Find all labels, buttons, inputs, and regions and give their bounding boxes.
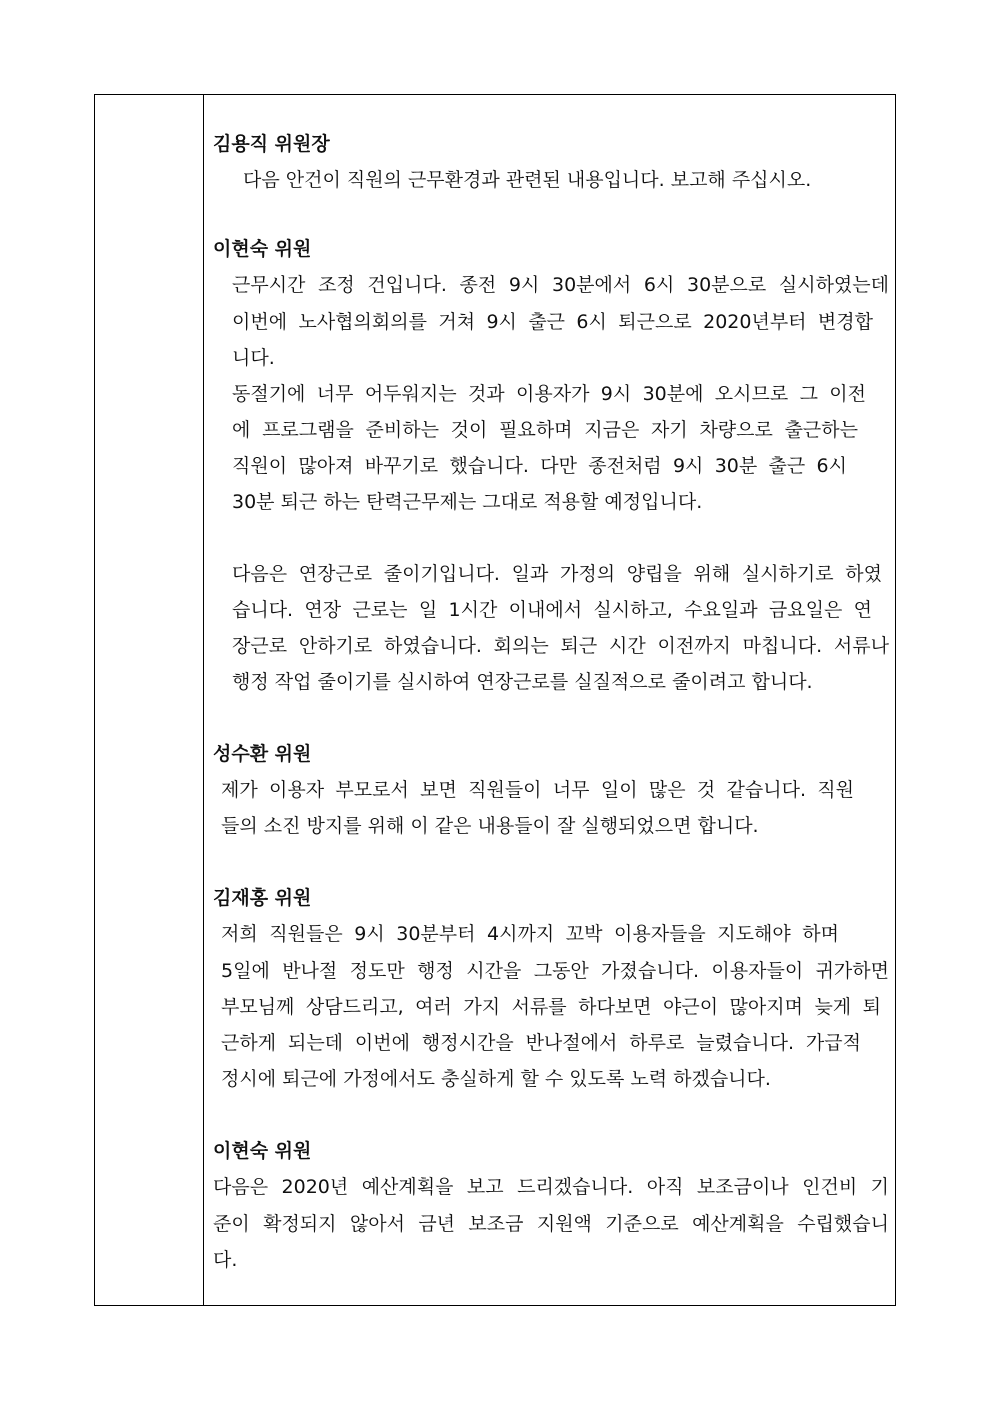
statement-line: 들의 소진 방지를 위해 이 같은 내용들이 잘 실행되었으면 합니다.: [221, 815, 759, 837]
statement-line: 다음은 2020년 예산계획을 보고 드리겠습니다. 아직 보조금이나 인건비 기: [213, 1176, 889, 1198]
speaker-name: 이현숙 위원: [213, 238, 312, 260]
statement-line: 근하게 되는데 이번에 행정시간을 반나절에서 하루로 늘렸습니다. 가급적: [221, 1032, 861, 1054]
statement-line: 다음 안건이 직원의 근무환경과 관련된 내용입니다. 보고해 주십시오.: [243, 169, 812, 191]
statement-line: 다.: [213, 1249, 238, 1271]
statement-line: 부모님께 상담드리고, 여러 가지 서류를 하다보면 야근이 많아지며 늦게 퇴: [221, 996, 881, 1018]
speaker-name: 김재홍 위원: [213, 887, 312, 909]
statement-line: 제가 이용자 부모로서 보면 직원들이 너무 일이 많은 것 같습니다. 직원: [221, 779, 854, 801]
statement-line: 저희 직원들은 9시 30분부터 4시까지 꼬박 이용자들을 지도해야 하며: [221, 923, 839, 945]
statement-line: 5일에 반나절 정도만 행정 시간을 그동안 가졌습니다. 이용자들이 귀가하면: [221, 960, 889, 982]
statement-line: 동절기에 너무 어두워지는 것과 이용자가 9시 30분에 오시므로 그 이전: [232, 383, 866, 405]
statement-line: 다음은 연장근로 줄이기입니다. 일과 가정의 양립을 위해 실시하기로 하였: [232, 563, 882, 585]
column-divider: [203, 95, 204, 1305]
statement-line: 근무시간 조정 건입니다. 종전 9시 30분에서 6시 30분으로 실시하였는데: [232, 274, 889, 296]
speaker-name: 성수환 위원: [213, 743, 312, 765]
speaker-name: 이현숙 위원: [213, 1140, 312, 1162]
statement-line: 니다.: [232, 347, 275, 369]
statement-line: 장근로 안하기로 하였습니다. 회의는 퇴근 시간 이전까지 마칩니다. 서류나: [232, 635, 889, 657]
statement-line: 이번에 노사협의회의를 거쳐 9시 출근 6시 퇴근으로 2020년부터 변경합: [232, 311, 873, 333]
statement-line: 정시에 퇴근에 가정에서도 충실하게 할 수 있도록 노력 하겠습니다.: [221, 1068, 771, 1090]
statement-line: 습니다. 연장 근로는 일 1시간 이내에서 실시하고, 수요일과 금요일은 연: [232, 599, 872, 621]
statement-line: 행정 작업 줄이기를 실시하여 연장근로를 실질적으로 줄이려고 합니다.: [232, 671, 813, 693]
statement-line: 에 프로그램을 준비하는 것이 필요하며 지금은 자기 차량으로 출근하는: [232, 419, 858, 441]
statement-line: 직원이 많아져 바꾸기로 했습니다. 다만 종전처럼 9시 30분 출근 6시: [232, 455, 847, 477]
statement-line: 30분 퇴근 하는 탄력근무제는 그대로 적용할 예정입니다.: [232, 491, 703, 513]
statement-line: 준이 확정되지 않아서 금년 보조금 지원액 기준으로 예산계획을 수립했습니: [213, 1213, 889, 1235]
speaker-name: 김용직 위원장: [213, 133, 330, 155]
